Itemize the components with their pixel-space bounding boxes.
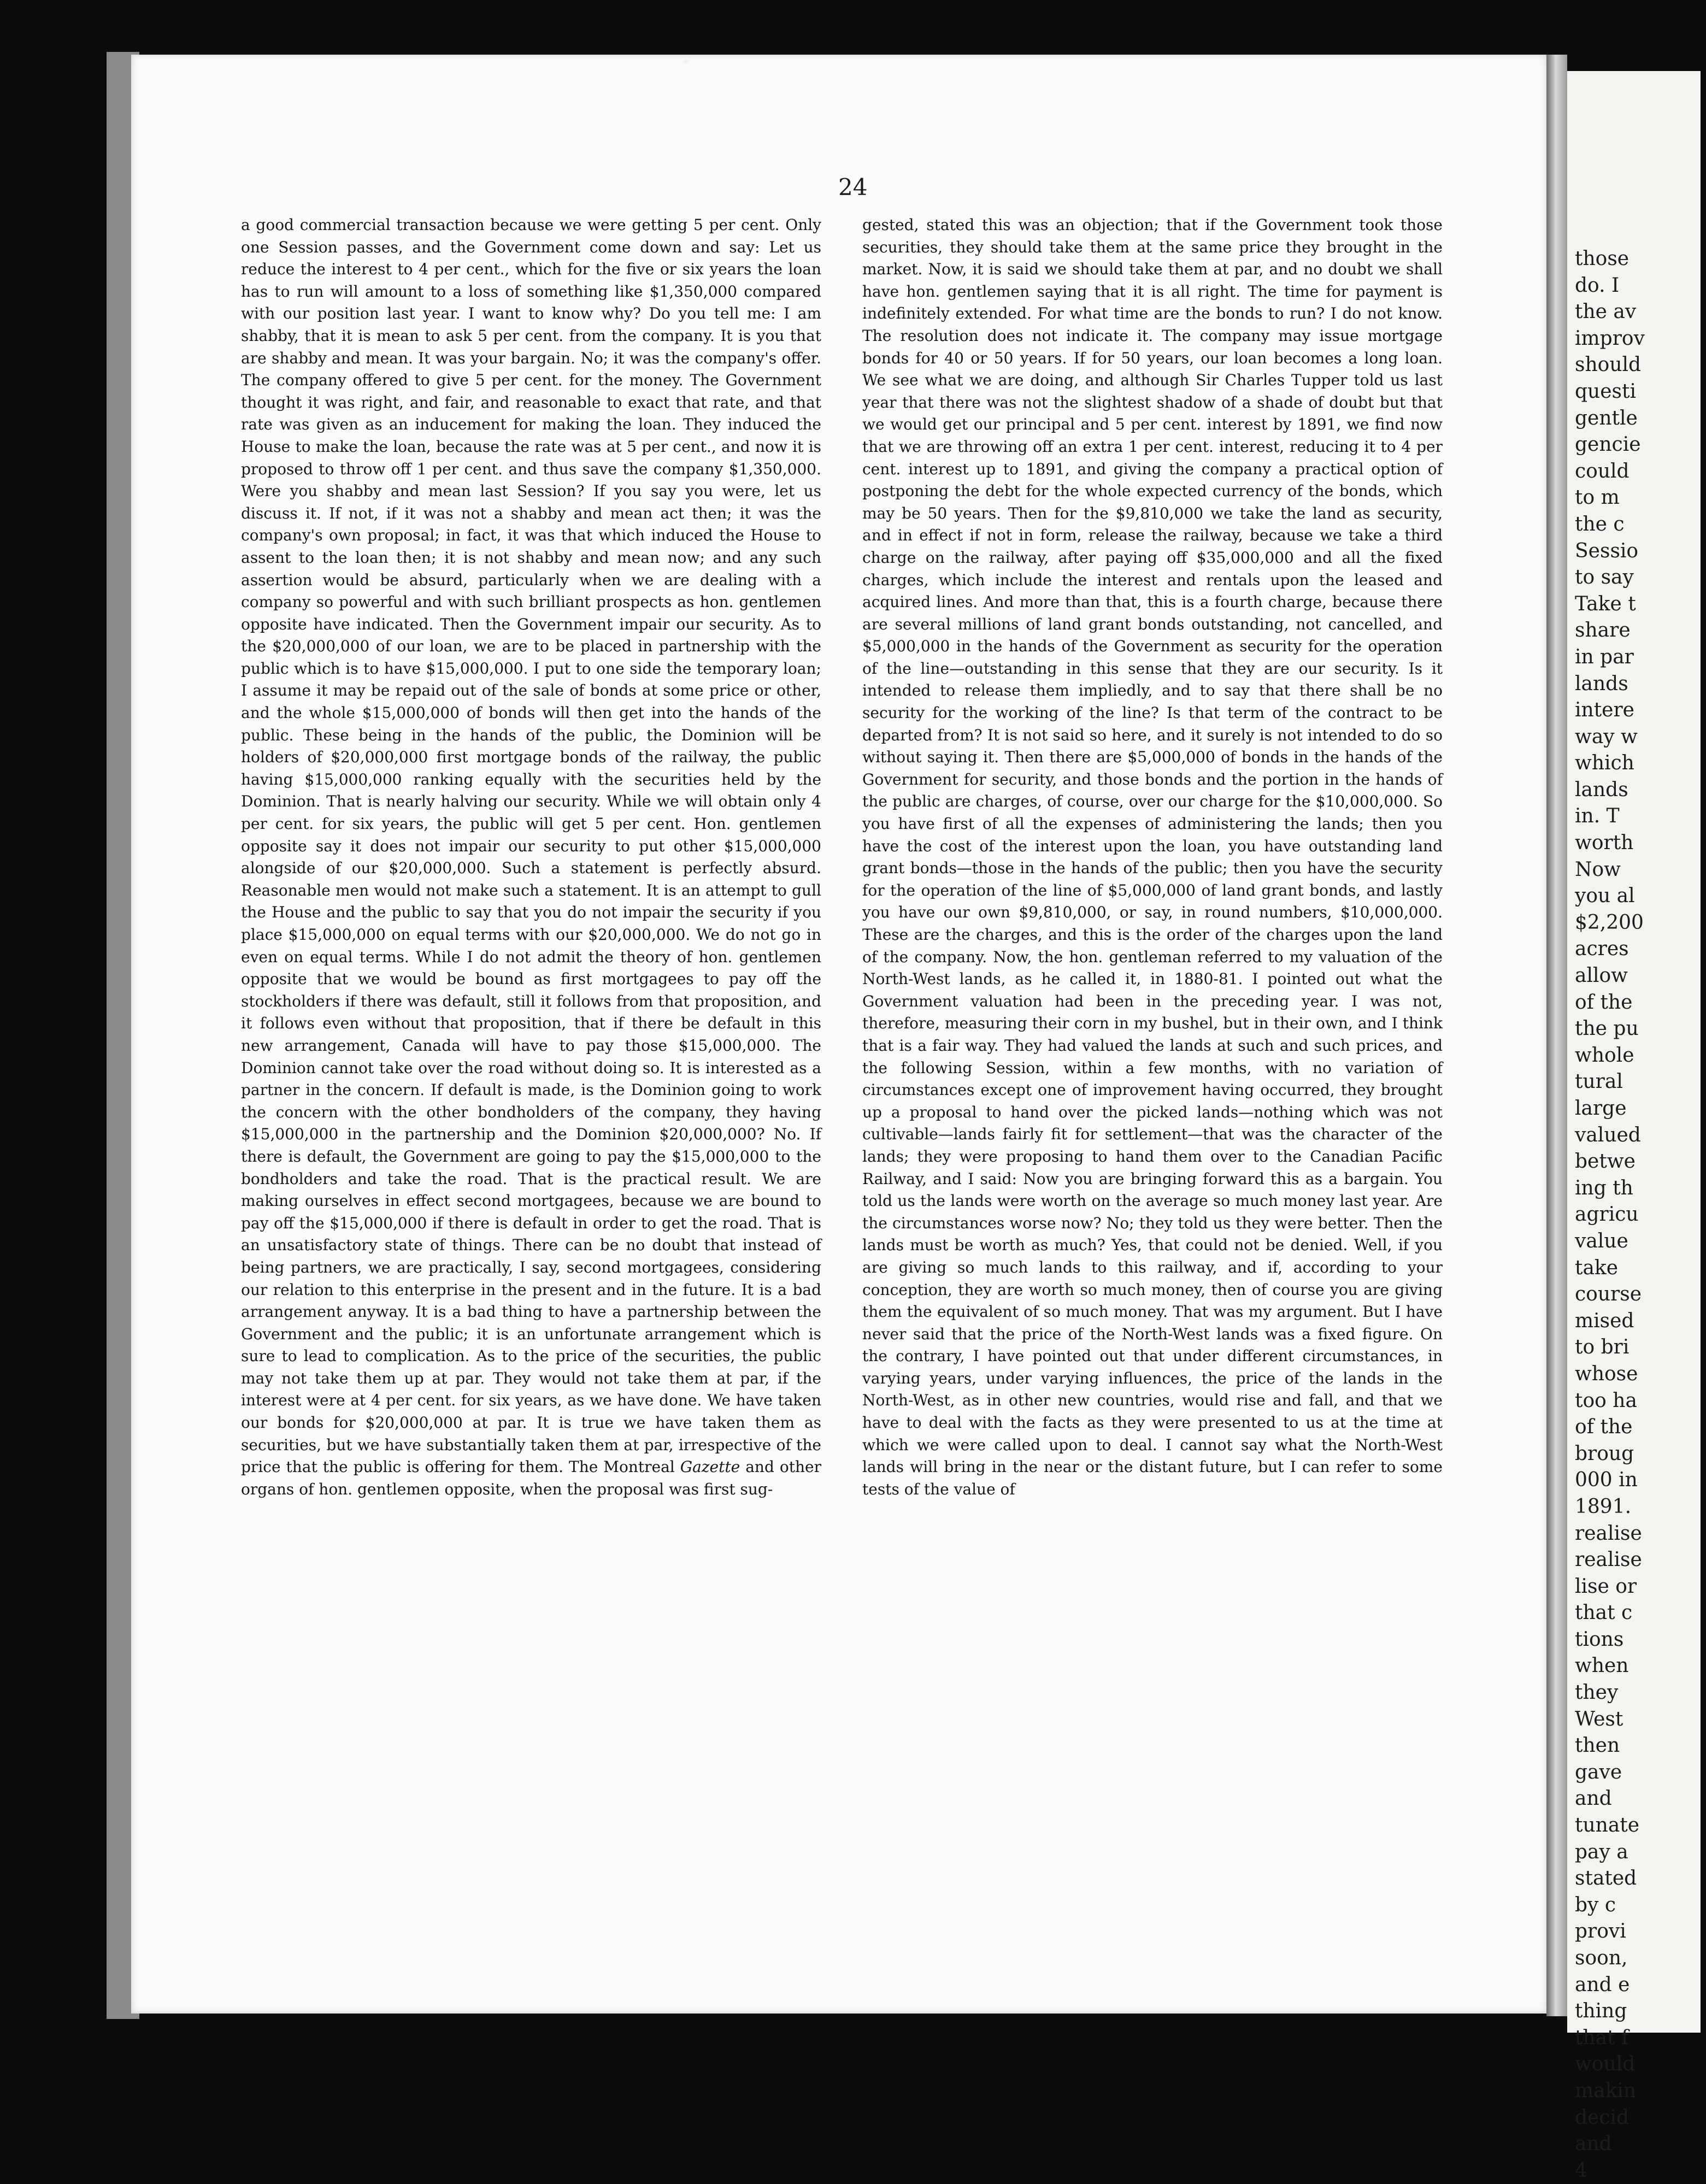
adjacent-page-line: $2,200	[1575, 911, 1644, 934]
adjacent-page-line: then	[1575, 1734, 1620, 1757]
adjacent-page-line: course	[1575, 1283, 1642, 1306]
adjacent-page-line: would	[1575, 2053, 1636, 2076]
adjacent-page-line: share	[1575, 619, 1631, 642]
adjacent-page-line: 000 in	[1575, 1469, 1638, 1492]
adjacent-page-line: acres	[1575, 938, 1629, 961]
adjacent-page-line: lands	[1575, 672, 1628, 695]
adjacent-page-line: West	[1575, 1708, 1623, 1730]
adjacent-page-line: mised	[1575, 1309, 1634, 1332]
adjacent-page-line: by c	[1575, 1893, 1616, 1916]
adjacent-page-line: allow	[1575, 964, 1628, 987]
left-column-text: a good commercial transaction because we were getting 5 per cent. Only one Session passes, and the Government come down and say: Let us reduce the interest to 4 per cent., which for the five or six years the loan has to run will amount to a loss of something like $1,350,000 compared with our position last year. I want to know why? Do you tell me: I am shabby, that it is mean to ask 5 per cent. from the company. It is you that are shabby and mean. It was your bargain. No; it was the company's offer. The company offered to give 5 per cent. for the money. The Government thought it was right, and fair, and reasonable to exact that rate, and that rate was given as an inducement for making the loan. They induced the House to make the loan, because the rate was at 5 per cent., and now it is proposed to throw off 1 per cent. and thus save the company $1,350,000. Were you shabby and mean last Session? If you say you were, let us discuss it. If not, if it was not a shabby and mean act then; it was the company's own proposal; in fact, it was that which induced the House to assent to the loan then; it is not shabby and mean now; and any such assertion would be absurd, particularly when we are dealing with a company so powerful and with such brilliant prospects as hon. gentlemen opposite have indicated. Then the Government impair our security. As to the $20,000,000 of our loan, we are to be placed in partnership with the public which is to have $15,000,000. I put to one side the temporary loan; I assume it may be repaid out of the sale of bonds at some price or other, and the whole $15,000,000 of bonds will then get into the hands of the public. These being in the hands of the public, the Dominion will be holders of $20,000,000 first mortgage bonds of the railway, the public having $15,000,000 ranking equally with the securities held by the Dominion. That is nearly halving our security. While we will obtain only 4 per cent. for six years, the public will get 5 per cent. Hon. gentlemen opposite say it does not impair our security to put other $15,000,000 alongside of our $20,000,000. Such a statement is perfectly absurd. Reasonable men would not make such a statement. It is an attempt to gull the House and the public to say that you do not impair the security if you place $15,000,000 on equal terms with our $20,000,000. We do not go in even on equal terms. While I do not admit the theory of hon. gentlemen opposite that we would be bound as first mortgagees to pay off the stockholders if there was default, still it follows from that proposition, and it follows even without that proposition, that if there be default in this new arrangement, Canada will have to pay those $15,000,000. The Dominion cannot take over the road without doing so. It is interested as a partner in the concern. If default is made, is the Dominion going to work the concern with the other bondholders of the company, they having $15,000,000 in the partnership and the Dominion $20,000,000? No. If there is default, the Government are going to pay the $15,000,000 to the bondholders and take the road. That is the practical result. We are making ourselves in effect second mortgagees, because we are bound to pay off the $15,000,000 if there is default in order to get the road. That is an unsatisfactory state of things. There can be no doubt that instead of being partners, we are practically, I say, second mortgagees, considering our relation to this enterprise in the present and in the future. It is a bad arrangement anyway. It is a bad thing to have a partnership between the Government and the public; it is an unfortunate arrangement which is sure to lead to complication. As to the price of the securities, the public may not take them up at par. They would not take them at par, if the interest were at 4 per cent. for six years, as we have done. We have taken our bonds for $20,000,000 at par. It is true we have taken them as securities, but we have substantially taken them at par, irrespective of the price that the public is offering for them. The Montreal	[241, 216, 821, 1476]
adjacent-page-line: gentle	[1575, 407, 1638, 429]
adjacent-page-line: gave	[1575, 1761, 1622, 1783]
adjacent-page-line: too ha	[1575, 1389, 1637, 1412]
book-gutter	[1546, 55, 1567, 2016]
adjacent-page-line: and	[1575, 2133, 1612, 2156]
adjacent-page-line: way w	[1575, 725, 1638, 748]
left-column-text-end: and other organs of hon. gentlemen opposite, when the proposal was first sug-	[241, 1458, 821, 1498]
adjacent-page-line: to bri	[1575, 1336, 1629, 1359]
adjacent-page-line: that c	[1575, 1602, 1633, 1624]
adjacent-page-line: the av	[1575, 301, 1637, 323]
adjacent-page-line: value	[1575, 1229, 1628, 1252]
paper-speck	[683, 60, 689, 63]
adjacent-page-line: betwe	[1575, 1150, 1636, 1173]
newspaper-title: Gazette	[680, 1458, 740, 1476]
adjacent-page-line: those	[1575, 248, 1629, 270]
adjacent-page-line: take	[1575, 1256, 1619, 1279]
left-column-paragraph	[241, 214, 821, 1500]
left-text-column	[241, 214, 821, 1500]
right-column-paragraph: gested, stated this was an objection; that if the Government took those securities, they should take them at the same price they brought in the market. Now, it is said we should take them at par, and no doubt we shall have hon. gentlemen saying that it is all right. The time for payment is indefinitely extended. For what time are the bonds to run? I do not know. The resolution does not indicate it. The company may issue mortgage bonds for 40 or 50 years. If for 50 years, our loan becomes a long loan. We see what we are doing, and although Sir Charles Tupper told us last year that there was not the slightest shadow of a shade of doubt but that we would get our principal and 5 per cent. interest by 1891, we find now that we are throwing off an extra 1 per cent. interest, reducing it to 4 per cent. interest up to 1891, and giving the company a practical option of postponing the debt for the whole expected currency of the bonds, which may be 50 years. Then for the $9,810,000 we take the land as security, and in effect if not in form, release the railway, because we take a third charge on the railway, after paying off $35,000,000 and all the fixed charges, which include the interest and rentals upon the leased and acquired lines. And more than that, this is a fourth charge, because there are several millions of land grant bonds outstanding, not cancelled, and $5,000,000 in the hands of the Government as security for the operation of the line—outstanding in this sense that they are our security. Is it intended to release them impliedly, and to say that there shall be no security for the working of the line? Is that term of the contract to be departed from? It is not said so here, and it surely is not intended to do so without saying it. Then there are $5,000,000 of bonds in the hands of the Government for security, and those bonds and the portion in the hands of the public are charges, of course, over our charge for the $10,000,000. So you have first of all the expenses of administering the lands; then you have the cost of the interest upon the loan, you have outstanding land grant bonds—those in the hands of the public; then you have the security for the operation of the line of $5,000,000 of land grant bonds, and lastly you have our own $9,810,000, or say, in round numbers, $10,000,000. These are the charges, and this is the order of the charges upon the land of the company. Now, the hon. gentleman referred to my valuation of the North-West lands, as he called it, in 1880-81. I pointed out what the Government valuation had been in the preceding year. I was not, therefore, measuring their corn in my bushel, but in their own, and I think that is a fair way. They had valued the lands at such and such prices, and the following Session, within a few months, with no variation of circumstances except one of improvement having occurred, they brought up a proposal to hand over the picked lands—nothing which was not cultivable—lands fairly fit for settlement—that was the character of the lands; they were proposing to hand them over to the Canadian Pacific Railway, and I said: Now you are bringing forward this as a bargain. You told us the lands were worth on the average so much money last year. Are the circumstances worse now? No; they told us they were better. Then the lands must be worth as much? Yes, that could not be denied. Well, if you are giving so much lands to this railway, and if, according to your conception, they are worth so much money, then of course you are giving them the equivalent of so much money. That was my argument. But I have never said that the price of the North-West lands was a fixed figure. On the contrary, I have pointed out that under different circumstances, in varying years, under varying influences, the price of the lands in the North-West, as in other new countries, would rise and fall, and that we have to deal with the facts as they were presented to us at the time at which we were called upon to deal. I cannot say what the North-West lands will bring in the near or the distant future, but I can refer to some tests of the value of	[862, 216, 1443, 1498]
adjacent-page-line: soon,	[1575, 1947, 1628, 1969]
adjacent-page-line: lands	[1575, 778, 1628, 801]
right-text-column	[862, 214, 1443, 1500]
adjacent-page-line: 4	[1575, 2159, 1587, 2182]
adjacent-page-line: Take t	[1575, 592, 1636, 615]
adjacent-page-line: could	[1575, 460, 1629, 482]
adjacent-page-line: pay a	[1575, 1840, 1628, 1863]
adjacent-page-line: that f	[1575, 2026, 1629, 2049]
adjacent-page-line: tural	[1575, 1070, 1623, 1093]
adjacent-page-line: of the	[1575, 991, 1633, 1014]
adjacent-page-line: tunate	[1575, 1814, 1640, 1837]
adjacent-page-fragments	[1575, 246, 1706, 2184]
adjacent-page-line: in par	[1575, 645, 1634, 668]
adjacent-page-line: agricu	[1575, 1203, 1639, 1226]
adjacent-page-line: the pu	[1575, 1017, 1639, 1040]
adjacent-page-line: improv	[1575, 327, 1645, 350]
adjacent-page-line: Sessio	[1575, 539, 1639, 562]
adjacent-page-line: and	[1575, 1787, 1612, 1810]
adjacent-page-line: decid	[1575, 2106, 1629, 2129]
adjacent-page-line: realise	[1575, 1549, 1642, 1571]
adjacent-page-line: they	[1575, 1681, 1619, 1704]
adjacent-page-line: stated	[1575, 1867, 1637, 1890]
adjacent-page-line: provi	[1575, 1920, 1626, 1943]
adjacent-page-edge	[1567, 71, 1701, 2182]
adjacent-page-line: questi	[1575, 380, 1636, 403]
adjacent-page-line: when	[1575, 1655, 1629, 1677]
adjacent-page-line: and e	[1575, 1973, 1630, 1996]
adjacent-page-line: the c	[1575, 513, 1625, 535]
adjacent-page-line: broug	[1575, 1442, 1634, 1465]
adjacent-page-line: in. T	[1575, 805, 1620, 828]
page-number: 24	[838, 174, 868, 201]
adjacent-page-line: whose	[1575, 1362, 1638, 1385]
adjacent-page-line: whole	[1575, 1044, 1634, 1067]
adjacent-page-line: realise	[1575, 1522, 1642, 1545]
adjacent-page-line: to m	[1575, 486, 1620, 509]
adjacent-page-line: gencie	[1575, 433, 1641, 456]
adjacent-page-line: do. I	[1575, 274, 1620, 297]
adjacent-page-line: which	[1575, 752, 1634, 775]
adjacent-page-line: 1891.	[1575, 1495, 1632, 1518]
adjacent-page-line: worth	[1575, 832, 1634, 855]
adjacent-page-line: valued	[1575, 1123, 1641, 1146]
adjacent-page-line: makin	[1575, 2079, 1637, 2102]
adjacent-page-line: of the	[1575, 1416, 1633, 1439]
adjacent-page-line: you al	[1575, 885, 1635, 908]
adjacent-page-line: Now	[1575, 858, 1621, 881]
adjacent-page-line: large	[1575, 1097, 1627, 1120]
adjacent-page-line: tions	[1575, 1628, 1624, 1651]
adjacent-page-line: to say	[1575, 566, 1634, 589]
adjacent-page-line: lise or	[1575, 1575, 1637, 1598]
adjacent-page-line: ing th	[1575, 1176, 1633, 1199]
adjacent-page-line: should	[1575, 354, 1642, 376]
adjacent-page-line: thing	[1575, 2000, 1627, 2023]
adjacent-page-line: intere	[1575, 699, 1634, 722]
